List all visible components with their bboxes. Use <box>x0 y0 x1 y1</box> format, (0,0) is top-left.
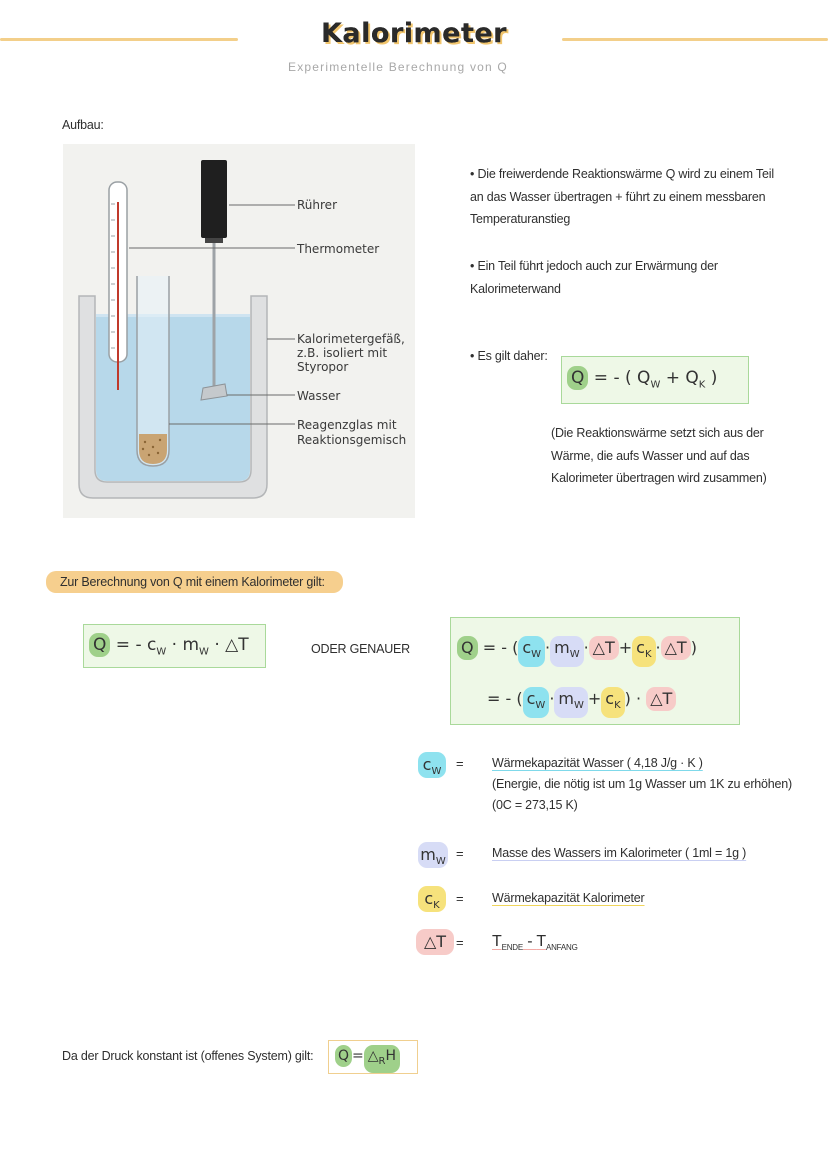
sub-w: W <box>431 766 442 778</box>
legend-eq: = <box>456 891 464 906</box>
calc-banner: Zur Berechnung von Q mit einem Kalorimeter gilt: <box>46 571 343 593</box>
footer-text: Da der Druck konstant ist (offenes System) gilt: <box>62 1049 314 1063</box>
q-water <box>637 368 661 391</box>
h-sym: H <box>385 1048 397 1064</box>
delta-sym: △ <box>367 1048 379 1064</box>
page-subtitle: Experimentelle Berechnung von Q <box>288 60 508 74</box>
legend-dt-symbol: △T <box>416 929 454 955</box>
sub-w: W <box>156 646 167 658</box>
setup-heading: Aufbau: <box>62 118 104 132</box>
legend-cw-desc: Wärmekapazität Wasser ( 4,18 J/g · K ) <box>492 756 703 770</box>
sub-w: W <box>650 379 661 391</box>
legend-ck-desc: Wärmekapazität Kalorimeter <box>492 891 645 905</box>
delta-t: △T <box>225 635 249 655</box>
minus-sign: - <box>135 635 142 655</box>
sub-w: W <box>531 649 541 661</box>
c-w-chip <box>518 636 545 667</box>
dot: · <box>655 638 661 657</box>
q-calorimeter <box>685 368 706 391</box>
m-w-chip <box>554 687 587 718</box>
q-sym: Q <box>637 368 651 388</box>
c-sym: c <box>526 689 536 708</box>
c-w <box>147 635 167 658</box>
sub-k: K <box>644 649 652 661</box>
calorimeter-diagram <box>63 144 415 518</box>
eq-sign: = <box>593 368 609 388</box>
or-label: ODER GENAUER <box>311 642 411 656</box>
label-vessel-2: z.B. isoliert mit <box>297 346 388 360</box>
dot: · <box>583 638 589 657</box>
m-w-chip <box>550 636 583 667</box>
legend-ck-symbol <box>418 886 446 912</box>
legend-cw-note2: (0C = 273,15 K) <box>492 798 578 812</box>
plus-sign: + <box>618 638 633 657</box>
legend-eq: = <box>456 935 464 950</box>
q-sym: Q <box>685 368 699 388</box>
sub-anfang: ANFANG <box>545 943 578 953</box>
dot: · <box>171 635 178 655</box>
paren-close: ) <box>624 689 631 708</box>
label-thermometer: Thermometer <box>297 242 380 256</box>
sub-k: K <box>698 379 706 391</box>
c-sym: c <box>422 755 432 774</box>
m-sym: m <box>420 845 436 864</box>
c-sym: c <box>605 689 615 708</box>
legend-dt-desc <box>492 931 578 958</box>
eq-sign: = <box>352 1048 364 1064</box>
label-tube-1: Reagenzglas mit <box>297 418 397 432</box>
label-vessel-1: Kalorimetergefäß, <box>297 332 405 346</box>
minus-sign: - <box>501 638 507 657</box>
legend-cw <box>492 753 792 816</box>
c-sym: c <box>147 635 157 655</box>
label-stirrer: Rührer <box>297 198 337 212</box>
minus-sign: - <box>505 689 512 708</box>
t-sym: T <box>492 933 502 950</box>
delta-t-chip: △T <box>646 687 676 711</box>
formula-detailed-line1 <box>457 636 697 667</box>
m-sym: m <box>554 638 570 657</box>
legend-eq: = <box>456 756 464 771</box>
formula-detailed-line2 <box>487 687 676 718</box>
sub-w: W <box>574 700 584 712</box>
legend-mw-symbol <box>418 842 448 868</box>
label-tube-2: Reaktionsgemisch <box>297 433 407 447</box>
note-line: Kalorimeterwand <box>470 281 561 296</box>
sub-r: R <box>378 1055 386 1067</box>
dot: · <box>549 689 555 708</box>
plus-sign: + <box>665 368 680 388</box>
legend-cw-note1: (Energie, die nötig ist um 1g Wasser um 1K zu erhöhen) <box>492 777 792 791</box>
dot: · <box>214 635 220 655</box>
label-vessel-3: Styropor <box>297 360 349 374</box>
formula-general <box>567 366 717 390</box>
note-line: Wärme, die aufs Wasser und auf das <box>551 448 750 463</box>
c-sym: c <box>424 889 434 908</box>
paren-close: ) <box>710 368 718 388</box>
page-title: Kalorimeter <box>321 18 507 49</box>
plus-sign: + <box>587 689 602 708</box>
drh-chip <box>364 1045 400 1073</box>
sub-ende: ENDE <box>501 943 524 953</box>
sub-w: W <box>435 856 446 868</box>
eq-sign: = <box>115 635 131 655</box>
dot: · <box>636 689 642 708</box>
paren-close: ) <box>690 638 697 657</box>
sub-k: K <box>614 700 621 712</box>
m-w <box>182 635 209 658</box>
sub-w: W <box>569 649 580 661</box>
dot: · <box>545 638 551 657</box>
minus-sign: - <box>523 933 537 950</box>
stirrer-motor <box>201 160 227 238</box>
legend-cw-symbol <box>418 752 446 778</box>
label-water: Wasser <box>297 389 341 403</box>
minus-sign: - <box>613 368 620 388</box>
note-explanation <box>551 422 767 490</box>
c-sym: c <box>636 638 645 657</box>
legend-eq: = <box>456 846 464 861</box>
formula-simple <box>89 633 249 657</box>
eq-sign: = <box>482 638 497 657</box>
legend-mw-desc: Masse des Wassers im Kalorimeter ( 1ml = 1g ) <box>492 846 747 860</box>
c-w-chip <box>523 687 550 718</box>
note-bullet-3: • Es gilt daher: <box>470 349 548 363</box>
note-bullet-1 <box>470 163 774 231</box>
c-sym: c <box>522 638 532 657</box>
footer-formula <box>335 1045 400 1073</box>
paren-open: ( <box>625 368 632 388</box>
c-k-chip <box>601 687 624 718</box>
q-symbol: Q <box>89 633 110 657</box>
paren-open: ( <box>512 638 519 657</box>
sub-w: W <box>199 646 209 658</box>
delta-t-chip: △T <box>661 636 691 660</box>
q-symbol: Q <box>457 636 478 660</box>
stirrer-collar <box>205 238 223 243</box>
note-line: • Die freiwerdende Reaktionswärme Q wird zu einem Teil <box>470 167 774 181</box>
m-sym: m <box>182 635 200 655</box>
q-symbol: Q <box>335 1045 352 1067</box>
c-k-chip <box>632 636 655 667</box>
delta-t-chip: △T <box>589 636 619 660</box>
note-line: (Die Reaktionswärme setzt sich aus der <box>551 426 764 440</box>
note-line: Temperaturanstieg <box>470 212 571 226</box>
note-line: an das Wasser übertragen + führt zu einem messbaren <box>470 189 766 204</box>
paren-open: ( <box>516 689 523 708</box>
eq-sign: = <box>487 689 501 708</box>
m-sym: m <box>558 689 574 708</box>
sub-k: K <box>433 900 440 912</box>
q-symbol: Q <box>567 366 588 390</box>
note-bullet-2 <box>470 255 718 300</box>
note-line: • Ein Teil führt jedoch auch zur Erwärmung der <box>470 259 718 273</box>
sub-w: W <box>535 700 546 712</box>
note-line: Kalorimeter übertragen wird zusammen) <box>551 471 767 485</box>
t-sym: T <box>536 933 546 950</box>
